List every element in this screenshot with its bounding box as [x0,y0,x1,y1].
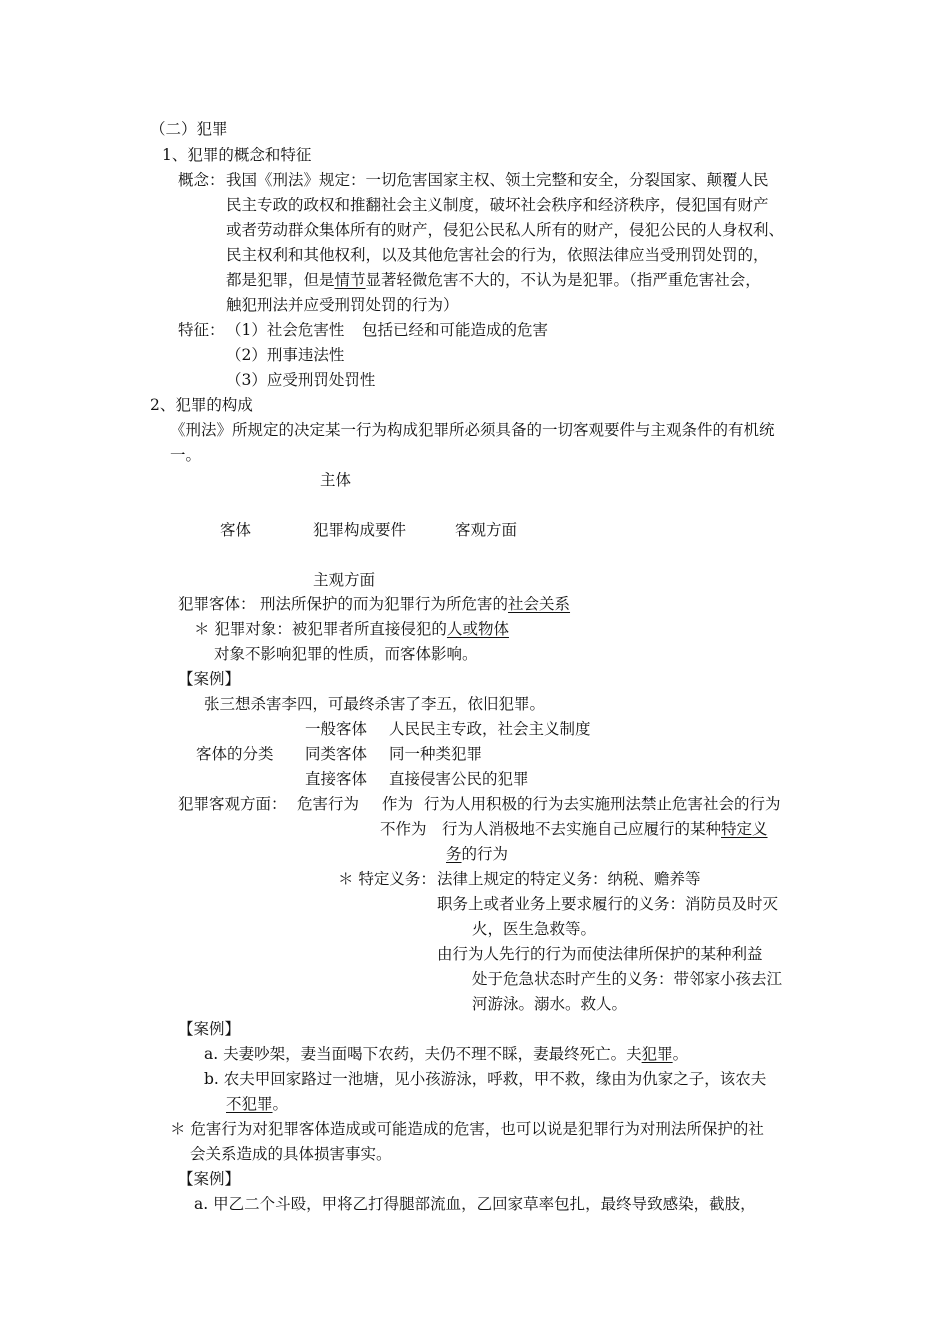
duty-item: 处于危急状态时产生的义务：带邻家小孩去江 [472,970,783,988]
harm-label: 危害行为 [297,795,360,813]
case-text: a. 甲乙二个斗殴，甲将乙打得腿部流血，乙回家草率包扎，最终导致感染，截肢， [194,1195,756,1213]
act-label: 作为 [382,795,414,813]
concept-line: 或者劳动群众集体所有的财产，侵犯公民私人所有的财产，侵犯公民的人身权利、 [226,221,785,239]
class-name: 一般客体 [305,720,368,738]
feature-item: （3）应受刑罚处罚性 [226,371,376,389]
omission-desc: 行为人消极地不去实施自己应履行的某种特定义 [442,820,768,838]
duty-item: 由行为人先行的行为而使法律所保护的某种利益 [437,945,763,963]
duty-item: 职务上或者业务上要求履行的义务：消防员及时灭 [437,895,779,913]
feature-item: （2）刑事违法性 [226,346,345,364]
case-text: 张三想杀害李四，可最终杀害了李五，依旧犯罪。 [204,695,546,713]
definition-line: 《刑法》所规定的决定某一行为构成犯罪所必须具备的一切客观要件与主观条件的有机统 [170,421,775,439]
duty-label: ＊ 特定义务： [338,870,436,888]
feature-label: 特征： [178,321,225,339]
class-label: 客体的分类 [196,745,274,763]
concept-line: 触犯刑法并应受刑罚处罚的行为） [226,296,459,314]
feature-item: （1）社会危害性 [226,321,345,339]
target-line: ＊ 犯罪对象：被犯罪者所直接侵犯的人或物体 [194,620,509,638]
feature-note: 包括已经和可能造成的危害 [362,321,549,339]
definition-line: 一。 [170,446,202,464]
concept-line: 我国《刑法》规定：一切危害国家主权、领土完整和安全，分裂国家、颠覆人民 [226,171,769,189]
class-desc: 直接侵害公民的犯罪 [389,770,529,788]
concept-label: 概念： [178,171,225,189]
class-name: 直接客体 [305,770,368,788]
concept-line: 民主权利和其他权利，以及其他危害社会的行为，依照法律应当受刑罚处罚的， [226,246,769,264]
diagram-object: 客体 [220,521,252,539]
case-label: 【案例】 [178,1170,241,1188]
concept-line: 民主专政的政权和推翻社会主义制度，破坏社会秩序和经济秩序，侵犯国有财产 [226,196,769,214]
heading-composition: 2、犯罪的构成 [150,396,253,414]
section-heading: （二）犯罪 [150,120,228,138]
diagram-center: 犯罪构成要件 [313,521,407,539]
omission-label: 不作为 [380,820,427,838]
case-text: b. 农夫甲回家路过一池塘，见小孩游泳，呼救，甲不救，缘由为仇家之子，该农夫 [204,1070,767,1088]
class-name: 同类客体 [305,745,368,763]
harm-note: 会关系造成的具体损害事实。 [190,1145,392,1163]
concept-line: 都是犯罪，但是情节显著轻微危害不大的，不认为是犯罪。（指严重危害社会， [226,271,761,289]
target-note: 对象不影响犯罪的性质，而客体影响。 [214,645,478,663]
omission-desc: 务的行为 [446,845,509,863]
case-label: 【案例】 [178,670,241,688]
diagram-subjective: 主观方面 [313,571,376,589]
act-desc: 行为人用积极的行为去实施刑法禁止危害社会的行为 [424,795,781,813]
case-text: a. 夫妻吵架，妻当面喝下农药，夫仍不理不睬，妻最终死亡。夫犯罪。 [204,1045,689,1063]
objective-label: 犯罪客观方面： [178,795,287,813]
class-desc: 人民民主专政，社会主义制度 [389,720,591,738]
duty-item: 河游泳。溺水。救人。 [472,995,628,1013]
object-label: 犯罪客体： [178,595,256,613]
case-text: 不犯罪。 [226,1095,289,1113]
duty-item: 火，医生急救等。 [472,920,597,938]
heading-concept: 1、犯罪的概念和特征 [162,146,312,164]
class-desc: 同一种类犯罪 [389,745,483,763]
case-label: 【案例】 [178,1020,241,1038]
object-definition: 刑法所保护的而为犯罪行为所危害的社会关系 [260,595,571,613]
duty-item: 法律上规定的特定义务：纳税、赡养等 [437,870,701,888]
diagram-objective: 客观方面 [455,521,518,539]
harm-note: ＊ 危害行为对犯罪客体造成或可能造成的危害，也可以说是犯罪行为对刑法所保护的社 [170,1120,764,1138]
diagram-subject: 主体 [320,471,352,489]
